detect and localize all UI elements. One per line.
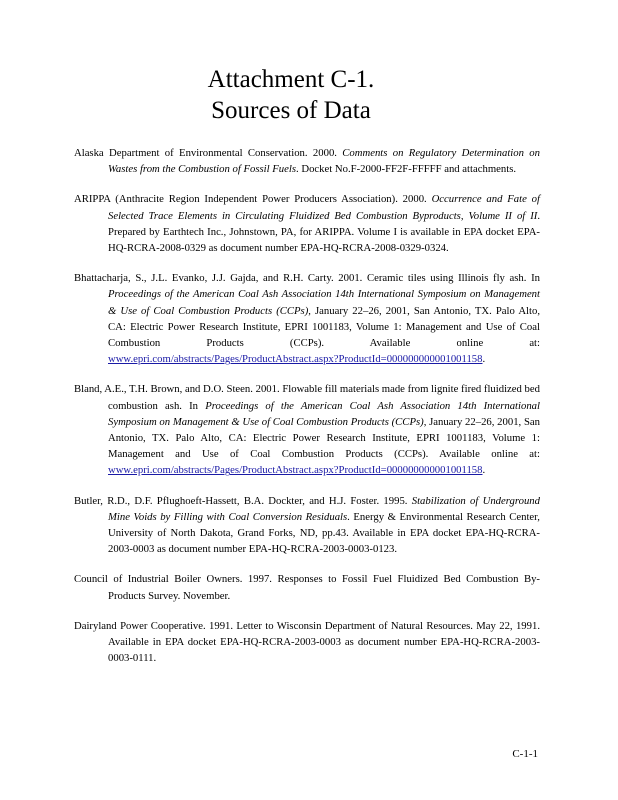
page-number: C-1-1 xyxy=(512,748,538,760)
ref-text: , January 22–26, 2001, San Antonio, TX. Palo Alto, CA: Electric Power Research Institute, EPRI 1001183, Volume 1: Management and Use of Coal Combustion Products (CCPs). Available online at: xyxy=(108,304,540,350)
reference-bland xyxy=(74,381,540,478)
epri-link[interactable]: www.epri.com/abstracts/Pages/ProductAbstract.aspx?ProductId=000000000001001158 xyxy=(108,353,483,366)
ref-text: ARIPPA (Anthracite Region Independent Power Producers Association). 2000. xyxy=(74,193,432,206)
ref-text: . Prepared by Earthtech Inc., Johnstown, PA, for ARIPPA. Volume I is available in EPA docket EPA-HQ-RCRA-2008-0329 as document number EPA-HQ-RCRA-2008-0329-0324. xyxy=(108,209,540,255)
ref-text: Dairyland Power Cooperative. 1991. Letter to Wisconsin Department of Natural Resources. May 22, 1991. Available in EPA docket EPA-HQ-RCRA-2003-0003 as document number EPA-HQ-RCRA-2003-0003-0111. xyxy=(74,619,540,665)
reference-bhattacharja xyxy=(74,270,540,367)
reference-butler xyxy=(74,493,540,558)
ref-title: Proceedings of the American Coal Ash Association 14th International Symposium on Management & Use of Coal Combustion Products (CCPs) xyxy=(108,399,540,428)
epri-link[interactable]: www.epri.com/abstracts/Pages/ProductAbstract.aspx?ProductId=000000000001001158 xyxy=(108,464,483,477)
ref-text: . Energy & Environmental Research Center, University of North Dakota, Grand Forks, ND, pp.43. Available in EPA docket EPA-HQ-RCRA-2003-0003 as document number EPA-HQ-RCRA-2003-0003-0123. xyxy=(108,510,540,556)
ref-title: Comments on Regulatory Determination on Wastes from the Combustion of Fossil Fuels xyxy=(108,147,540,176)
ref-text: , January 22–26, 2001, San Antonio, TX. Palo Alto, CA: Electric Power Research Institute, EPRI 1001183, Volume 1: Management and Use of Coal Combustion Products (CCPs). Available online at: xyxy=(108,415,540,461)
ref-text: Council of Industrial Boiler Owners. 1997. Responses to Fossil Fuel Fluidized Bed Combustion By-Products Survey. November. xyxy=(74,573,540,602)
ref-text: . Docket No.F-2000-FF2F-FFFFF and attachments. xyxy=(296,163,517,176)
reference-dairyland xyxy=(74,618,540,667)
reference-alaska xyxy=(74,145,540,177)
ref-text: . xyxy=(482,464,486,477)
title-line-1: Attachment C-1. xyxy=(207,66,375,93)
ref-title: Occurrence and Fate of Selected Trace Elements in Circulating Fluidized Bed Combustion Byproducts, Volume II of II xyxy=(108,193,540,222)
ref-title: Stabilization of Underground Mine Voids by Filling with Coal Conversion Residuals xyxy=(108,494,540,523)
title-line-2: Sources of Data xyxy=(211,97,371,124)
reference-cibo xyxy=(74,571,540,603)
ref-title: Proceedings of the American Coal Ash Association 14th International Symposium on Management & Use of Coal Combustion Products (CCPs) xyxy=(108,288,540,317)
ref-text: Bland, A.E., T.H. Brown, and D.O. Steen. 2001. Flowable fill materials made from lignite fired fluidized bed combustion ash. In xyxy=(74,383,540,412)
reference-arippa xyxy=(74,191,540,256)
ref-text: Alaska Department of Environmental Conservation. 2000. xyxy=(74,147,343,159)
ref-text: . xyxy=(482,353,486,366)
ref-text: Butler, R.D., D.F. Pflughoeft-Hassett, B.A. Dockter, and H.J. Foster. 1995. xyxy=(74,494,412,507)
ref-text: Bhattacharja, S., J.L. Evanko, J.J. Gajda, and R.H. Carty. 2001. Ceramic tiles using Illinois fly ash. In xyxy=(74,272,540,285)
reference-list xyxy=(74,145,540,680)
page-title xyxy=(0,64,618,126)
